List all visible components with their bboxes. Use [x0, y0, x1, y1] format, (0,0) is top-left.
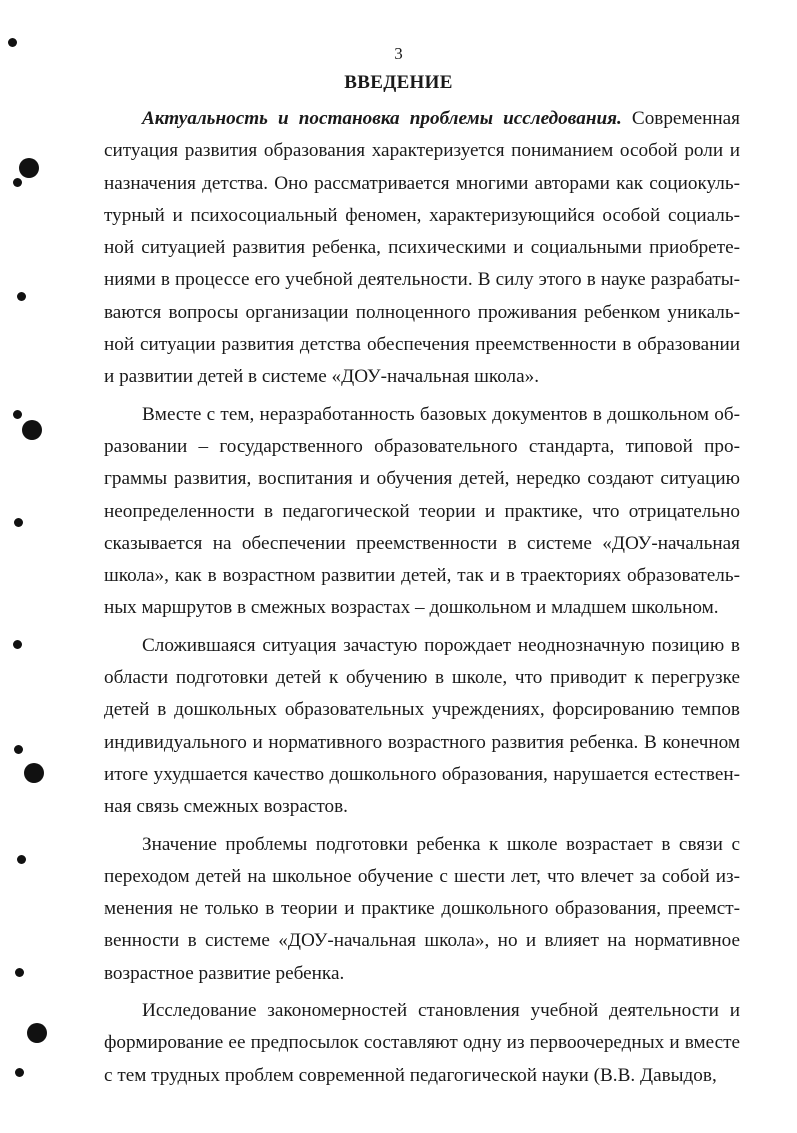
page-number: 3	[394, 44, 403, 63]
binding-hole-mark	[17, 292, 26, 301]
paragraph: Значение проблемы подготовки ребенка к школе возрастает в связи с переходом детей на школьное обучение с шести лет, что влечет за собой изменения не только в теории и практике дошкольного образования, преемственности в системе «ДОУ-начальная школа», но и влияет на нормативное возрастное развитие ребенка.	[104, 833, 740, 984]
binding-hole-mark	[27, 1023, 47, 1043]
paragraph-relevance	[104, 103, 740, 394]
binding-hole-mark	[14, 745, 23, 754]
binding-hole-mark	[15, 1068, 24, 1077]
page-title: ВВЕДЕНИЕ	[344, 72, 453, 93]
binding-hole-mark	[14, 518, 23, 527]
binding-hole-mark	[17, 855, 26, 864]
binding-hole-mark	[22, 420, 42, 440]
binding-hole-mark	[24, 763, 44, 783]
document-body	[104, 103, 740, 1097]
binding-hole-mark	[13, 410, 22, 419]
paragraph-text: Современная ситуация развития образования характеризуется пониманием особой роли и назначения детства. Оно рассматривается многими авторами как социокультурный и психосоциальный феномен, характеризующийся особой социальной ситуацией развития ребенка, психическими и социальными приобретениями в процессе его учебной деятельности. В силу этого в науке разрабатываются вопросы организации полноценного проживания ребенком уникальной ситуации развития детства обеспечения преемственности в образовании и развитии детей в системе «ДОУ-начальная школа».	[104, 108, 740, 388]
paragraph: Сложившаяся ситуация зачастую порождает неоднозначную позицию в области подготовки детей к обучению в школе, что приводит к перегрузке детей в дошкольных образовательных учреждениях, форсированию темпов индивидуального и нормативного возрастного развития ребенка. В конечном итоге ухудшается качество дошкольного образования, нарушается естественная связь смежных возрастов.	[104, 634, 740, 818]
binding-hole-mark	[13, 178, 22, 187]
binding-hole-mark	[13, 640, 22, 649]
paragraph: Вместе с тем, неразработанность базовых документов в дошкольном образовании – государственного образовательного стандарта, типовой программы развития, воспитания и обучения детей, нередко создают ситуацию неопределенности в педагогической теории и практике, что отрицательно сказывается на обеспечении преемственности в системе «ДОУ-начальная школа», как в возрастном развитии детей, так и в траекториях образовательных маршрутов в смежных возрастах – дошкольном и младшем школьном.	[104, 403, 740, 619]
paragraph: Исследование закономерностей становления учебной деятельности и формирование ее предпосылок составляют одну из первоочередных и вместе с тем трудных проблем современной педагогической науки (В.В. Давыдов,	[104, 1000, 740, 1086]
binding-hole-mark	[15, 968, 24, 977]
binding-hole-mark	[19, 158, 39, 178]
paragraph-lead-heading: Актуальность и постановка проблемы исследования.	[142, 108, 622, 129]
